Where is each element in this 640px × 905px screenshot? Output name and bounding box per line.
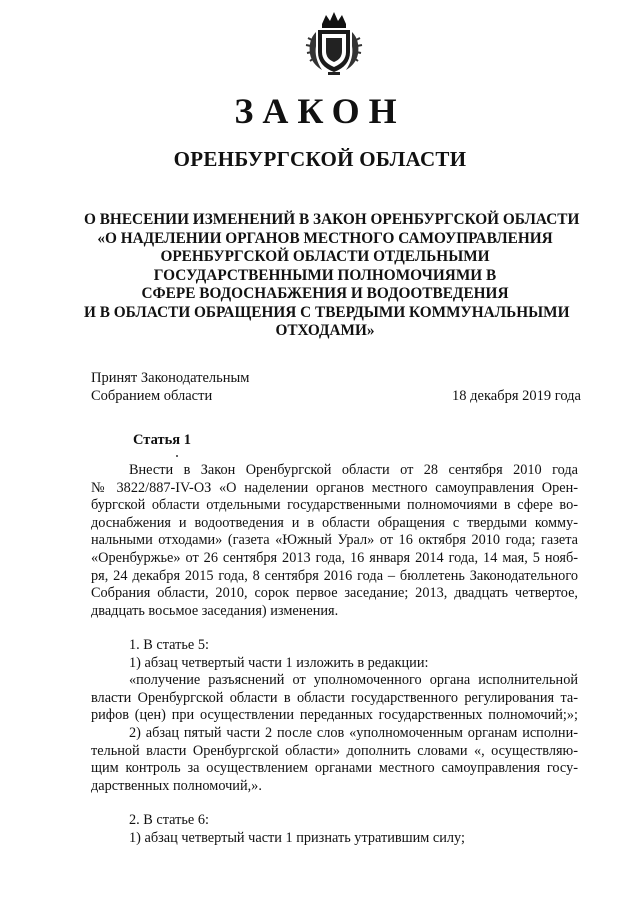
adoption-date: 18 декабря 2019 года [452, 388, 581, 404]
law-title: ЗАКОН [234, 91, 406, 131]
text-line: двадцать восьмое заседания) изменения. [91, 602, 339, 619]
text-line: 1. В статье 5: [129, 637, 209, 653]
document-heading [84, 211, 580, 341]
text-line: ря, 24 декабря 2015 года, 8 сентября 2016 года – бюллетень Законодательного [91, 567, 578, 584]
text-line: 2) абзац пятый части 2 после слов «уполномоченным органам исполни- [129, 724, 578, 741]
heading-line: О ВНЕСЕНИИ ИЗМЕНЕНИЙ В ЗАКОН ОРЕНБУРГСКОЙ ОБЛАСТИ [84, 211, 580, 228]
text-line: № 3822/887-IV-ОЗ «О наделении органов местного самоуправления Орен- [91, 479, 578, 496]
text-line: власти Оренбургской области в области государственного регулирования та- [91, 689, 578, 706]
heading-line: ОРЕНБУРГСКОЙ ОБЛАСТИ ОТДЕЛЬНЫМИ [160, 248, 490, 265]
text-line: щим контроль за осуществлением органами местного самоуправления госу- [91, 760, 578, 777]
adoption-line: Принят Законодательным [91, 370, 250, 386]
heading-line: «О НАДЕЛЕНИИ ОРГАНОВ МЕСТНОГО САМОУПРАВЛЕНИЯ [97, 229, 553, 247]
adoption-body [91, 369, 249, 405]
text-line: Собрания области, 2010, сорок первое заседание; 2013, двадцать четвертое, [91, 585, 578, 602]
article-intro-paragraph [91, 462, 578, 620]
text-line: 2. В статье 6: [129, 812, 209, 828]
text-line: нальными отходами» (газета «Южный Урал» от 16 октября 2010 года; газета [91, 532, 578, 549]
adoption-line: Собранием области [91, 388, 213, 404]
text-line: «получение разъяснений от уполномоченного органа исполнительной [129, 672, 578, 689]
text-line: рифов (цен) при осуществлении переданных государственных полномочий;»; [91, 707, 578, 724]
heading-line: И В ОБЛАСТИ ОБРАЩЕНИЯ С ТВЕРДЫМИ КОММУНАЛЬНЫМИ [84, 303, 570, 321]
heading-line: ГОСУДАРСТВЕННЫМИ ПОЛНОМОЧИЯМИ В [153, 266, 497, 284]
text-line: Внести в Закон Оренбургской области от 28 сентября 2010 года [129, 462, 578, 478]
article-item-1 [91, 637, 578, 795]
article-item-2 [91, 812, 578, 847]
region-title: ОРЕНБУРГСКОЙ ОБЛАСТИ [173, 147, 467, 171]
text-line: тельной власти Оренбургской области» дополнить словами «, осуществляю- [91, 742, 578, 759]
article-title: Статья 1 [133, 432, 191, 448]
text-line: «Оренбуржье» от 26 сентября 2013 года, 16 января 2014 года, 14 мая, 5 нояб- [91, 549, 578, 566]
text-line: дарственных полномочий,». [91, 777, 262, 794]
coat-of-arms-icon [304, 10, 364, 76]
text-line: 1) абзац четвертый части 1 признать утратившим силу; [129, 829, 465, 846]
text-line: 1) абзац четвертый части 1 изложить в редакции: [129, 654, 429, 671]
heading-line: СФЕРЕ ВОДОСНАБЖЕНИЯ И ВОДООТВЕДЕНИЯ [141, 285, 509, 302]
text-line: бургской области отдельными государственными полномочиями в сфере во- [91, 497, 578, 514]
text-line: доснабжения и водоотведения и в области обращения с твердыми комму- [91, 514, 578, 531]
heading-line: ОТХОДАМИ» [275, 322, 375, 339]
scan-dot [176, 455, 178, 457]
